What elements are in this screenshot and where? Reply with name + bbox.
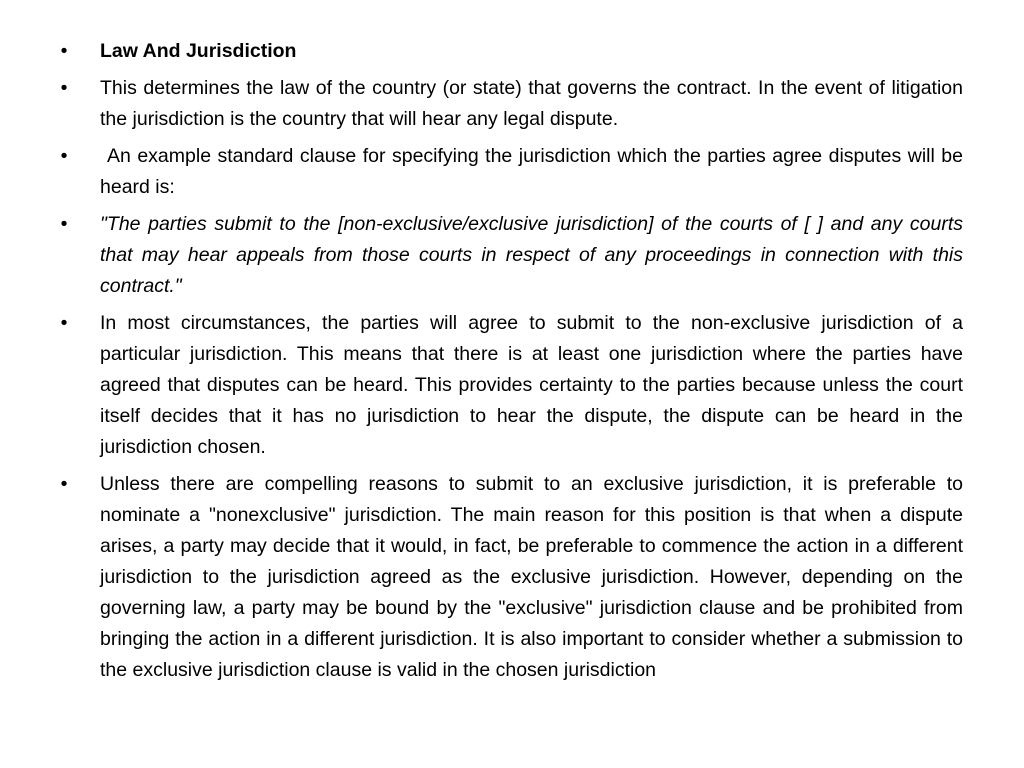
bullet-non-exclusive-text: In most circumstances, the parties will agree to submit to the non-exclusive jurisdiction of a particular jurisdiction. This means that there is at least one jurisdiction where the parties have agreed that disputes can be heard. This provides certainty to the parties because unless the court itself decides that it has no jurisdiction to hear the dispute, the dispute can be heard in the jurisdiction chosen.: [100, 312, 963, 458]
bullet-dot-icon: •: [60, 213, 68, 235]
bullet-list: [0, 36, 1024, 692]
bullet-dot-icon: •: [60, 473, 68, 495]
bullet-heading-text: Law And Jurisdiction: [100, 40, 297, 62]
bullet-item-non-exclusive: [0, 308, 1024, 463]
bullet-example-intro-text: An example standard clause for specifying the jurisdiction which the parties agree disputes will be heard is:: [100, 145, 963, 198]
bullet-item-example-intro: [0, 141, 1024, 203]
bullet-dot-icon: •: [60, 312, 68, 334]
bullet-item-heading: [0, 36, 1024, 67]
bullet-dot-icon: •: [60, 145, 68, 167]
bullet-exclusive-text: Unless there are compelling reasons to submit to an exclusive jurisdiction, it is preferable to nominate a "nonexclusive" jurisdiction. The main reason for this position is that when a dispute arises, a party may decide that it would, in fact, be preferable to commence the action in a different jurisdiction to the jurisdiction agreed as the exclusive jurisdiction. However, depending on the governing law, a party may be bound by the "exclusive" jurisdiction clause and be prohibited from bringing the action in a different jurisdiction. It is also important to consider whether a submission to the exclusive jurisdiction clause is valid in the chosen jurisdiction: [100, 473, 963, 681]
bullet-item-definition: [0, 73, 1024, 135]
bullet-item-exclusive: [0, 469, 1024, 686]
bullet-example-clause-text: "The parties submit to the [non-exclusive/exclusive jurisdiction] of the courts of [ ] and any courts that may hear appeals from those courts in respect of any proceedings in connection with this contract.": [100, 213, 963, 297]
bullet-dot-icon: •: [60, 77, 68, 99]
bullet-dot-icon: •: [60, 40, 68, 62]
bullet-item-example-clause: [0, 209, 1024, 302]
bullet-definition-text: This determines the law of the country (or state) that governs the contract. In the event of litigation the jurisdiction is the country that will hear any legal dispute.: [100, 77, 963, 130]
